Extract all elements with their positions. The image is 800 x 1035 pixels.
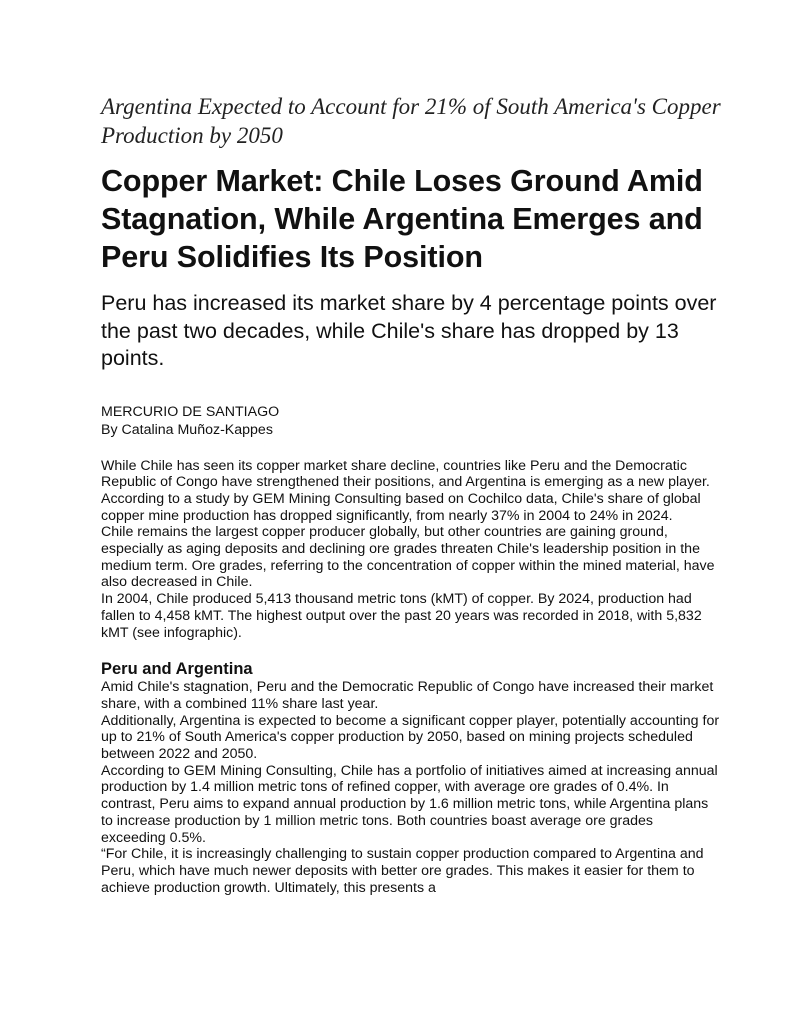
body-paragraph: While Chile has seen its copper market share decline, countries like Peru and the Democratic Republic of Congo have strengthened their positions, and Argentina is emerging as a new player. According to a study by GEM Mining Consulting based on Cochilco data, Chile's share of global copper mine production has dropped significantly, from nearly 37% in 2004 to 24% in 2024. [101,457,710,524]
section-paragraph: According to GEM Mining Consulting, Chile has a portfolio of initiatives aimed at increasing annual production by 1.4 million metric tons of refined copper, with average ore grades of 0.4%. In contrast, Peru aims to expand annual production by 1.6 million metric tons, while Argentina plans to increase production by 1 million metric tons. Both countries boast average ore grades exceeding 0.5%. [101,762,718,846]
article-subheadline: Peru has increased its market share by 4 percentage points over the past two decades, while Chile's share has dropped by 13 points. [101,291,717,370]
article-kicker: Argentina Expected to Account for 21% of South America's Copper Production by 2050 [101,94,721,148]
section-paragraph: Additionally, Argentina is expected to become a significant copper player, potentially accounting for up to 21% of South America's copper production by 2050, based on mining projects scheduled between 2022 and 2050. [101,712,720,763]
article-headline: Copper Market: Chile Loses Ground Amid Stagnation, While Argentina Emerges and Peru Solidifies Its Position [101,164,703,274]
article-byline: By Catalina Muñoz-Kappes [101,421,273,438]
body-paragraph: Chile remains the largest copper producer globally, but other countries are gaining ground, especially as aging deposits and declining ore grades threaten Chile's leadership position in the medium term. Ore grades, referring to the concentration of copper within the mined material, have also decreased in Chile. [101,524,715,591]
article-source: MERCURIO DE SANTIAGO [101,403,280,420]
body-paragraph: In 2004, Chile produced 5,413 thousand metric tons (kMT) of copper. By 2024, production had fallen to 4,458 kMT. The highest output over the past 20 years was recorded in 2018, with 5,832 kMT (see infographic). [101,591,702,641]
article [101,92,721,896]
article-body [101,458,721,897]
section-title: Peru and Argentina [101,660,253,679]
section-paragraph: Amid Chile's stagnation, Peru and the Democratic Republic of Congo have increased their market share, with a combined 11% share last year. [101,679,714,712]
section-paragraph: “For Chile, it is increasingly challenging to sustain copper production compared to Argentina and Peru, which have much newer deposits with better ore grades. This makes it easier for them to achieve production growth. Ultimately, this presents a [101,846,704,896]
article-meta [101,403,721,439]
